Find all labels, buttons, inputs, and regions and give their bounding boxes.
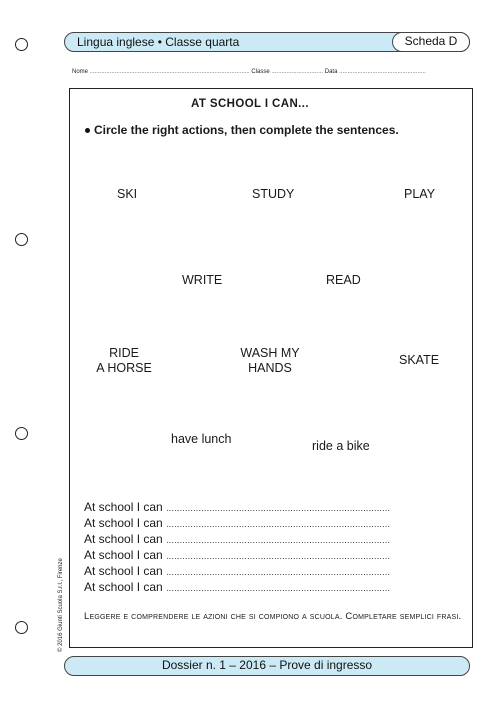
sentence-line xyxy=(84,564,390,579)
sentence-blank[interactable]: ................................................................................... xyxy=(166,551,391,561)
student-fields xyxy=(72,69,472,75)
name-label: Nome xyxy=(72,69,89,75)
word-read[interactable]: READ xyxy=(326,273,361,287)
teacher-note: Leggere e comprendere le azioni che si compiono a scuola. Completare semplici frasi. xyxy=(84,611,462,622)
instruction-text: Circle the right actions, then complete the sentences. xyxy=(94,123,399,137)
sentence-line xyxy=(84,500,390,515)
word-ride-a-horse[interactable]: RIDE A HORSE xyxy=(96,346,152,375)
sentence-prefix: At school I can xyxy=(84,500,163,514)
class-label: Classe xyxy=(251,69,270,75)
copyright-notice: © 2016 Giunti Scuola S.r.l., Firenze xyxy=(58,558,64,652)
sentence-prefix: At school I can xyxy=(84,580,163,594)
sentence-prefix: At school I can xyxy=(84,516,163,530)
sentence-prefix: At school I can xyxy=(84,564,163,578)
subject-title: Lingua inglese • Classe quarta xyxy=(77,35,240,49)
word-study[interactable]: STUDY xyxy=(252,187,295,201)
punch-hole-1 xyxy=(15,38,28,51)
sentence-blank[interactable]: ................................................................................... xyxy=(166,567,391,577)
sentence-blank[interactable]: ................................................................................... xyxy=(166,503,391,513)
sentence-line xyxy=(84,548,390,563)
sheet-label: Scheda D xyxy=(392,32,470,52)
worksheet-title: AT SCHOOL I CAN... xyxy=(191,98,309,110)
punch-hole-2 xyxy=(15,233,28,246)
sentence-blank[interactable]: ................................................................................... xyxy=(166,583,391,593)
word-write[interactable]: WRITE xyxy=(182,273,223,287)
word-skate[interactable]: SKATE xyxy=(399,353,440,367)
punch-hole-4 xyxy=(15,621,28,634)
footer-bar: Dossier n. 1 – 2016 – Prove di ingresso xyxy=(64,656,470,676)
bullet-icon xyxy=(85,128,90,133)
sentence-prefix: At school I can xyxy=(84,532,163,546)
sentence-line xyxy=(84,516,390,531)
date-field[interactable]: .................................................... xyxy=(339,69,426,75)
sentence-blank[interactable]: ................................................................................... xyxy=(166,519,391,529)
word-ride-a-bike[interactable]: ride a bike xyxy=(312,439,370,453)
name-field[interactable]: ................................................................................................ xyxy=(89,69,250,75)
word-wash-my-hands[interactable]: WASH MY HANDS xyxy=(240,346,300,375)
sentence-blank[interactable]: ................................................................................... xyxy=(166,535,391,545)
word-play[interactable]: PLAY xyxy=(404,187,436,201)
word-ski[interactable]: SKI xyxy=(117,187,138,201)
sentence-prefix: At school I can xyxy=(84,548,163,562)
sentence-line xyxy=(84,580,390,595)
date-label: Data xyxy=(324,69,338,75)
header-bar xyxy=(64,32,470,52)
class-field[interactable]: ............................... xyxy=(271,69,324,75)
instruction xyxy=(85,123,399,137)
punch-hole-3 xyxy=(15,427,28,440)
sentence-line xyxy=(84,532,390,547)
word-have-lunch[interactable]: have lunch xyxy=(171,432,232,446)
